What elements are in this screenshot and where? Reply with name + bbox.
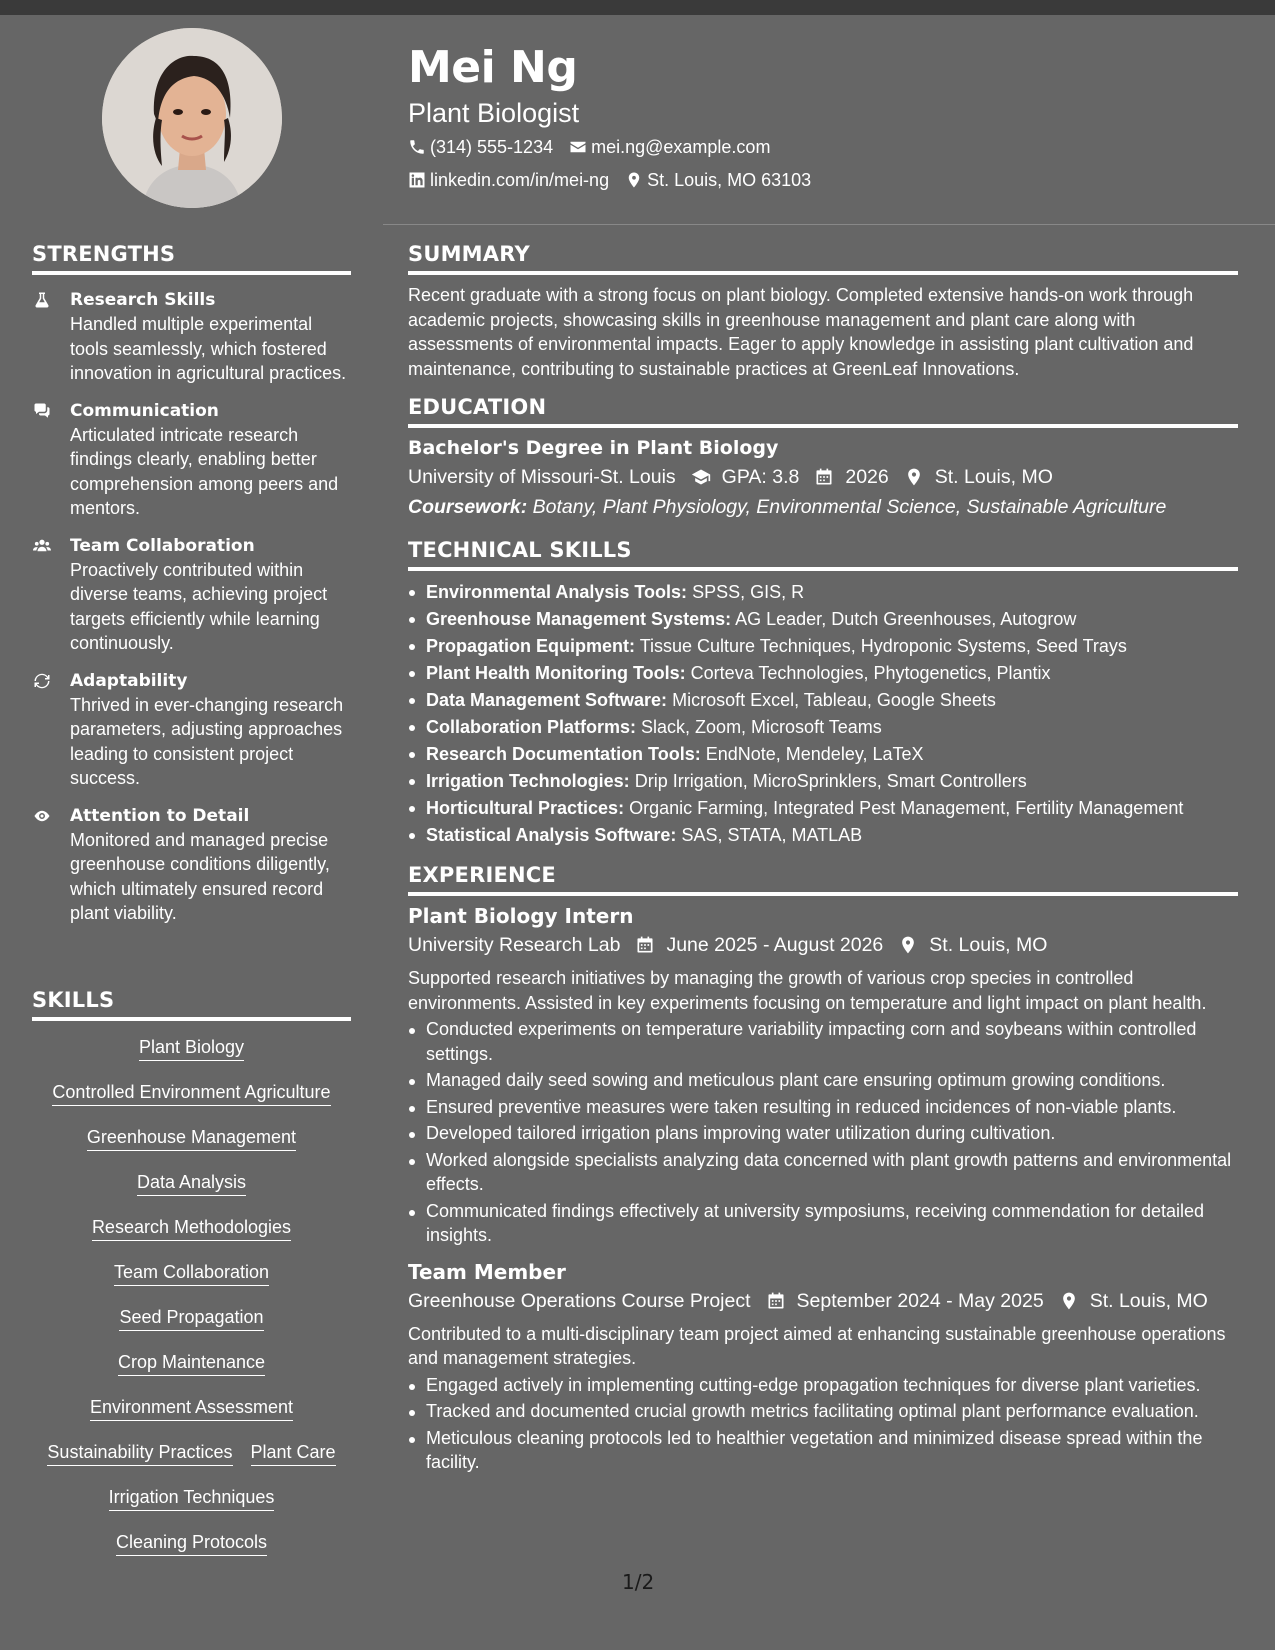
flask-icon [32, 291, 52, 309]
skills-title: SKILLS [32, 988, 351, 1021]
job-entry [408, 1258, 1238, 1475]
phone-text: (314) 555-1234 [430, 137, 554, 157]
technical-skills-title: TECHNICAL SKILLS [408, 538, 1238, 571]
experience-title: EXPERIENCE [408, 863, 1238, 896]
sync-icon [32, 672, 52, 690]
calendar-icon [813, 467, 835, 487]
contact-phone[interactable] [408, 131, 553, 163]
job-title: Plant Biology Intern [408, 904, 634, 928]
graduation-cap-icon [690, 467, 712, 487]
map-marker-icon [1058, 1291, 1080, 1311]
resume-header [408, 40, 1238, 196]
strength-desc: Thrived in ever-changing research parameters, adjusting approaches leading to consistent project success. [70, 694, 344, 788]
education-title: EDUCATION [408, 395, 1238, 428]
skills-section [32, 988, 351, 1575]
list-item: Statistical Analysis Software: SAS, STATA, MATLAB [408, 822, 1238, 849]
strength-title: Attention to Detail [70, 805, 250, 826]
job-location: St. Louis, MO [1089, 1289, 1208, 1312]
map-marker-icon [903, 467, 925, 487]
strength-item [32, 804, 351, 926]
contact-linkedin[interactable] [408, 164, 609, 196]
comments-icon [32, 402, 52, 420]
list-item: Research Documentation Tools: EndNote, Mendeley, LaTeX [408, 741, 1238, 768]
list-item: Propagation Equipment: Tissue Culture Techniques, Hydroponic Systems, Seed Trays [408, 633, 1238, 660]
list-item: Worked alongside specialists analyzing data concerned with plant growth patterns and environmental effects. [408, 1148, 1238, 1197]
strength-item [32, 669, 351, 791]
list-item: Meticulous cleaning protocols led to healthier vegetation and minimized disease spread within the facility. [408, 1426, 1238, 1475]
list-item: Collaboration Platforms: Slack, Zoom, Microsoft Teams [408, 714, 1238, 741]
list-item: Environmental Analysis Tools: SPSS, GIS, R [408, 579, 1238, 606]
strength-title: Research Skills [70, 290, 216, 310]
job-org: Greenhouse Operations Course Project [408, 1289, 751, 1312]
users-icon [32, 537, 52, 555]
list-item: Horticultural Practices: Organic Farming, Integrated Pest Management, Fertility Management [408, 795, 1238, 822]
list-item: Greenhouse Management Systems: AG Leader, Dutch Greenhouses, Autogrow [408, 606, 1238, 633]
education-section [408, 395, 1238, 522]
job-location: St. Louis, MO [929, 934, 1048, 956]
envelope-icon [569, 138, 587, 156]
profile-photo [102, 28, 282, 208]
location-text: St. Louis, MO 63103 [647, 170, 812, 190]
coursework-label: Coursework: [408, 496, 528, 518]
linkedin-text: linkedin.com/in/mei-ng [430, 170, 610, 190]
school-name: University of Missouri-St. Louis [408, 466, 676, 488]
skill-tag: Crop Maintenance [118, 1350, 265, 1376]
skill-tag: Controlled Environment Agriculture [52, 1080, 330, 1106]
job-description: Contributed to a multi-disciplinary team project aimed at enhancing sustainable greenhouse operations and management strategies. [408, 1323, 1226, 1368]
calendar-icon [765, 1291, 787, 1311]
education-meta [408, 462, 1238, 492]
technical-skills-section [408, 538, 1238, 849]
strength-title: Adaptability [70, 670, 188, 691]
skill-tag: Irrigation Techniques [109, 1485, 275, 1511]
coursework-list: Botany, Plant Physiology, Environmental Science, Sustainable Agriculture [532, 496, 1167, 518]
experience-section [408, 863, 1238, 1475]
job-title: Team Member [408, 1259, 566, 1284]
strength-title: Team Collaboration [70, 535, 255, 556]
list-item: Developed tailored irrigation plans improving water utilization during cultivation. [408, 1121, 1238, 1146]
skill-tags [32, 1035, 351, 1575]
strength-desc: Proactively contributed within diverse teams, achieving project targets efficiently while learning continuously. [70, 559, 328, 653]
map-marker-icon [625, 171, 643, 189]
skill-tag: Seed Propagation [119, 1305, 263, 1331]
skill-tag: Team Collaboration [114, 1260, 269, 1286]
skill-tag: Data Analysis [137, 1170, 246, 1196]
summary-title: SUMMARY [408, 242, 1238, 275]
map-marker-icon [897, 935, 919, 955]
skill-tag: Research Methodologies [92, 1215, 291, 1241]
skill-tag: Cleaning Protocols [116, 1530, 267, 1556]
calendar-icon [634, 935, 656, 955]
job-meta [408, 1286, 1238, 1316]
strength-desc: Monitored and managed precise greenhouse conditions diligently, which ultimately ensured record plant viability. [70, 829, 330, 923]
strength-item [32, 399, 351, 521]
skill-tag: Plant Care [251, 1440, 336, 1466]
list-item: Plant Health Monitoring Tools: Corteva Technologies, Phytogenetics, Plantix [408, 660, 1238, 687]
degree: Bachelor's Degree in Plant Biology [408, 437, 779, 459]
strength-title: Communication [70, 400, 219, 421]
strengths-section [32, 242, 351, 926]
list-item: Communicated findings effectively at university symposiums, receiving commendation for detailed insights. [408, 1199, 1238, 1248]
gpa: GPA: 3.8 [721, 466, 800, 488]
candidate-role: Plant Biologist [408, 98, 580, 128]
job-meta [408, 930, 1238, 960]
job-dates: September 2024 - May 2025 [796, 1289, 1044, 1312]
strength-desc: Articulated intricate research findings clearly, enabling better comprehension among peers and mentors. [70, 424, 339, 518]
page-number: 1/2 [622, 1570, 655, 1594]
job-bullets [408, 1017, 1238, 1248]
strength-item [32, 534, 351, 656]
graduation-year: 2026 [845, 466, 889, 488]
list-item: Conducted experiments on temperature variability impacting corn and soybeans within controlled settings. [408, 1017, 1238, 1066]
job-org: University Research Lab [408, 934, 621, 956]
list-item: Managed daily seed sowing and meticulous plant care ensuring optimum growing conditions. [408, 1068, 1238, 1093]
email-text: mei.ng@example.com [591, 137, 771, 157]
skill-tag: Sustainability Practices [47, 1440, 232, 1466]
list-item: Ensured preventive measures were taken resulting in reduced incidences of non-viable plants. [408, 1095, 1238, 1120]
candidate-name: Mei Ng [408, 42, 578, 93]
eye-icon [32, 807, 52, 825]
coursework [408, 492, 1238, 522]
list-item: Data Management Software: Microsoft Excel, Tableau, Google Sheets [408, 687, 1238, 714]
linkedin-icon [408, 171, 426, 189]
header-divider [383, 224, 1275, 225]
education-location: St. Louis, MO [934, 466, 1053, 488]
list-item: Irrigation Technologies: Drip Irrigation, MicroSprinklers, Smart Controllers [408, 768, 1238, 795]
contact-email[interactable] [569, 131, 770, 163]
contact-row-2 [408, 164, 1238, 196]
contact-location [625, 164, 811, 196]
summary-text: Recent graduate with a strong focus on plant biology. Completed extensive hands-on work through academic projects, showcasing skills in greenhouse management and plant care along with assessments of environmental impacts. Eager to apply knowledge in assisting plant cultivation and maintenance, contributing to sustainable practices at GreenLeaf Innovations. [408, 285, 1194, 379]
list-item: Tracked and documented crucial growth metrics facilitating optimal plant performance evaluation. [408, 1399, 1238, 1424]
job-bullets [408, 1373, 1238, 1475]
job-dates: June 2025 - August 2026 [666, 934, 884, 956]
summary-section [408, 242, 1238, 381]
strength-desc: Handled multiple experimental tools seamlessly, which fostered innovation in agricultural practices. [70, 314, 347, 383]
skill-tag: Greenhouse Management [87, 1125, 296, 1151]
contact-row-1 [408, 131, 1238, 163]
right-column [408, 242, 1238, 1477]
strengths-title: STRENGTHS [32, 242, 351, 275]
skill-tag: Environment Assessment [90, 1395, 293, 1421]
phone-icon [408, 138, 426, 156]
technical-skills-list [408, 579, 1238, 849]
job-description: Supported research initiatives by managing the growth of various crop species in controlled environments. Assisted in key experiments focusing on temperature and light impact on plant health. [408, 968, 1207, 1013]
job-entry [408, 902, 1238, 1248]
top-bar [0, 0, 1275, 15]
list-item: Engaged actively in implementing cutting-edge propagation techniques for diverse plant varieties. [408, 1373, 1238, 1398]
strength-item [32, 288, 351, 386]
skill-tag: Plant Biology [139, 1035, 244, 1061]
